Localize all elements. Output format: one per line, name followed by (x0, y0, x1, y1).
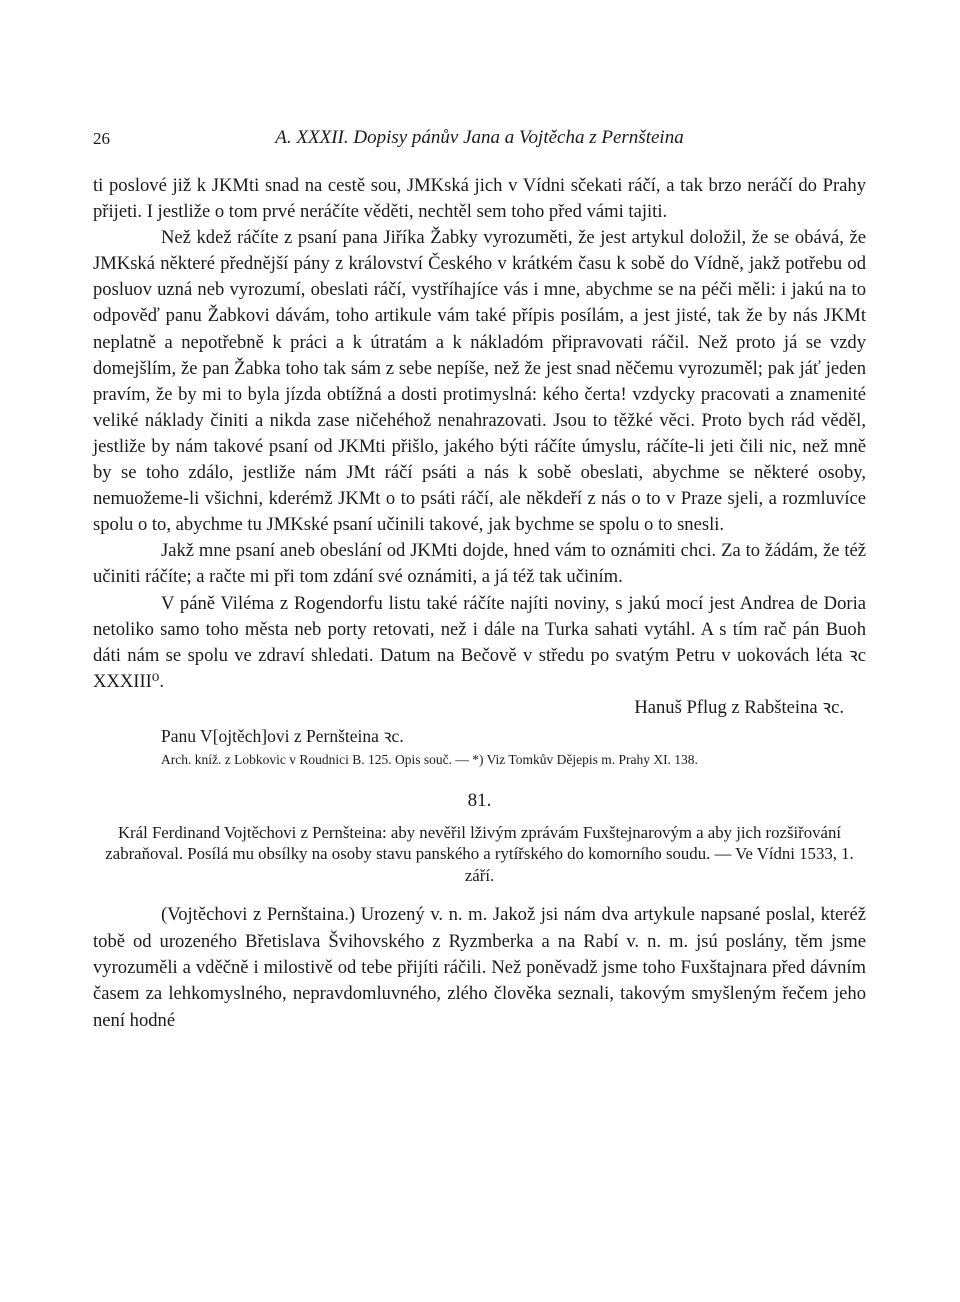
document-number: 81. (467, 789, 492, 811)
letter-paragraph-2: Než kdež ráčíte z psaní pana Jiříka Žabky vyrozuměti, že jest artykul doložil, že se obává, že JMKská některé přednější pány z království Českého v krátkém času k sobě do Vídně, jakž potřebu od posluov uzná neb vyrozumí, obeslati ráčí, vystříhajíce vás i mne, abychme se na péči měli: i jakú na to odpověď panu Žabkovi dávám, toho artikule vám také přípis posílám, a jest jisté, tak že by nás JKMt neplatně a nepotřebně k práci a k útratám a k nákladóm připravovati ráčil. Než proto já se vzdy domejšlím, že pan Žabka toho tak sám z sebe nepíše, než že jest snad něčemu vyrozuměl; pak jáť jeden pravím, že by mi to byla jízda obtížná a dosti protimyslná: kého čerta! vzdycky pracovati a znamenité veliké náklady činiti a nikda zase ničehéhož nenahrazovati. Jsou to těžké věci. Proto bych rád věděl, jestliže by nám takové psaní od JKMti přišlo, jakého býti ráčíte úmyslu, ráčíte-li jeti čili nic, než mně by se toho zdálo, jestliže nám JMt ráčí psáti a nás k sobě obeslati, abychme se některé osoby, nemuožeme-li všichni, kderémž JKMt o to psáti ráčí, ale někdeří z nás o to v Praze sjeli, a rozmluvíce spolu o to, abychme tu JMKské psaní učinili takové, jak bychme se spolu o to snesli. (93, 227, 866, 536)
document-body (93, 902, 866, 1033)
letter-paragraph-1: ti poslové již k JKMti snad na cestě sou, JMKská jich v Vídni sčekati ráčí, a tak brzo neráčí do Prahy přijeti. I jestliže o tom prvé neráčíte věděti, nechtěl sem toho před vámi tajiti. (93, 175, 866, 223)
document-regest: Král Ferdinand Vojtěchovi z Pernšteina: aby nevěřil lživým zprávám Fuxštejnarovým a aby jich rozšiřování zabraňoval. Posílá mu obsílky na osoby stavu panského a rytířského do komorního soudu. — Ve Vídni 1533, 1. září. (105, 822, 854, 885)
running-head (93, 123, 866, 153)
book-page (93, 123, 866, 1034)
letter-paragraph-4: V páně Viléma z Rogendorfu listu také ráčíte najíti noviny, s jakú mocí jest Andrea de Doria netoliko samo toho města neb porty retovati, než i dále na Turka sahati vytáhl. A s tím rač pán Buoh dáti nám se spolu ve zdraví shledati. Datum na Bečově v středu po svatým Petru v uokovách léta ꝛc XXXIII⁰. (93, 592, 866, 692)
page-number: 26 (93, 129, 110, 148)
running-title: A. XXXII. Dopisy pánův Jana a Vojtěcha z Pernšteina (275, 127, 684, 148)
letter-body (93, 173, 866, 695)
letter-signature: Hanuš Pflug z Rabšteina ꝛc. (634, 696, 844, 718)
letter-paragraph-3: Jakž mne psaní aneb obeslání od JKMti dojde, hned vám to oznámiti chci. Za to žádám, že též učiniti ráčíte; a račte mi při tom zdání své oznámiti, a já též tak učiním. (93, 540, 866, 588)
archive-footnote: Arch. kníž. z Lobkovic v Roudnici B. 125. Opis souč. — *) Viz Tomkův Dějepis m. Prahy XI. 138. (161, 751, 698, 767)
letter-address: Panu V[ojtěch]ovi z Pernšteina ꝛc. (161, 725, 404, 746)
document-paragraph: (Vojtěchovi z Pernštaina.) Urozený v. n. m. Jakož jsi nám dva artykule napsané poslal, kteréž tobě od urozeného Břetislava Švihovského z Ryzmberka a na Rabí v. n. m. jsú poslány, těm jsme vyrozuměli a vděčně i milostivě od tebe přijíti ráčili. Než poněvadž jsme toho Fuxštajnara před dávním časem za lehkomyslného, nepravdomluvného, zlého člověka seznali, takovým smyšleným řečem jeho není hodné (93, 904, 866, 1031)
